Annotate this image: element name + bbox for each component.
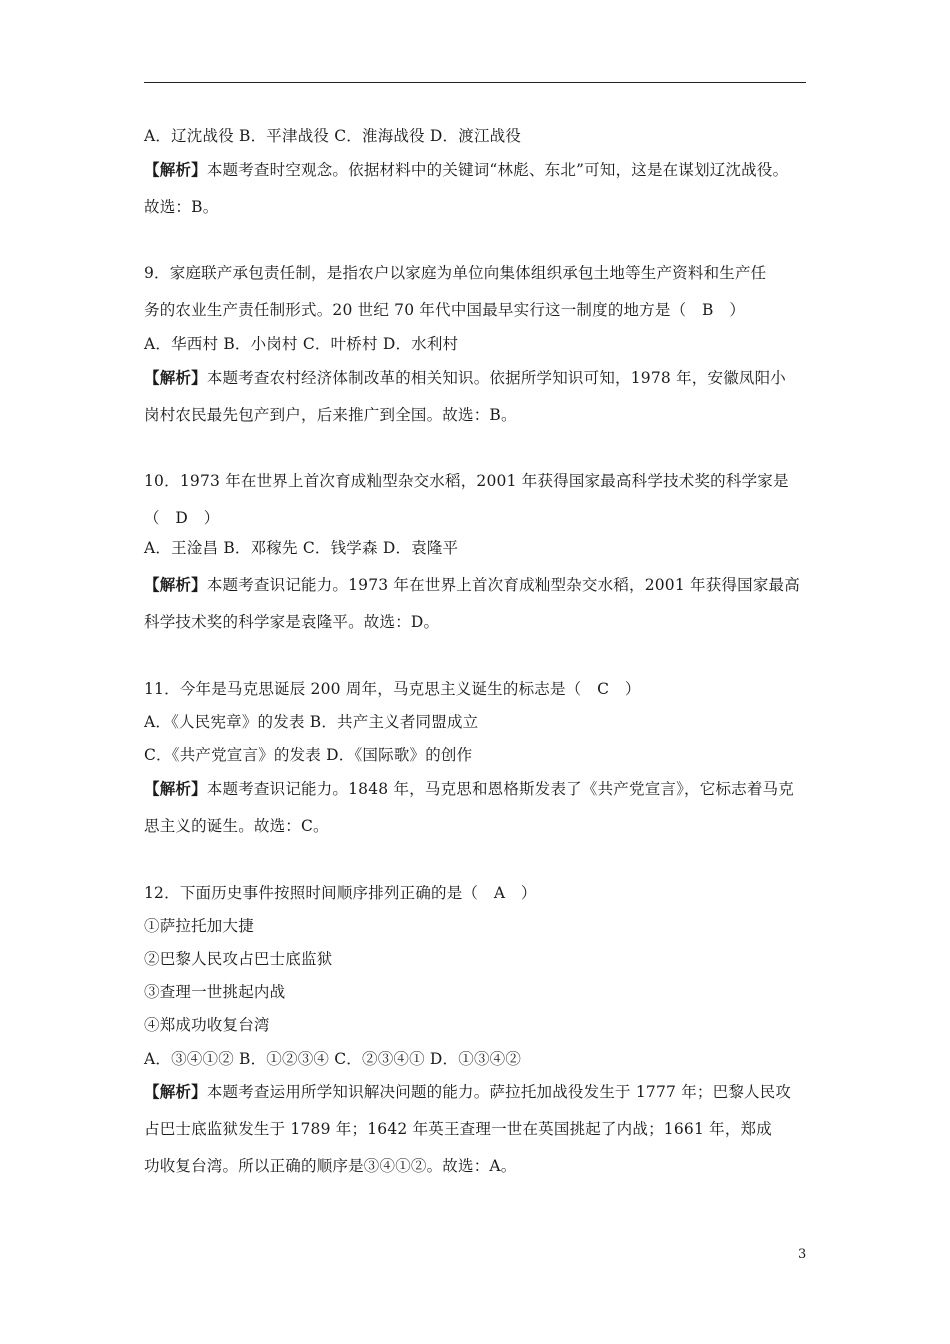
q12-question-line-1: 12．下面历史事件按照时间顺序排列正确的是（ A ）	[144, 884, 537, 902]
analysis-tag: 【解析】	[144, 1082, 207, 1101]
q11-options-line-2: C．《共产党宣言》的发表 D．《国际歌》的创作	[144, 746, 473, 764]
q9-question-line-2: 务的农业生产责任制形式。20 世纪 70 年代中国最早实行这一制度的地方是（ B ）	[144, 301, 746, 319]
q9-options: A．华西村 B．小岗村 C．叶桥村 D．水利村	[144, 335, 459, 353]
q12-item-2: ②巴黎人民攻占巴士底监狱	[144, 950, 333, 968]
q11-question-line-1: 11．今年是马克思诞辰 200 周年，马克思主义诞生的标志是（ C ）	[144, 680, 641, 698]
q12-item-4: ④郑成功收复台湾	[144, 1016, 270, 1034]
q12-analysis-line-1: 【解析】本题考查运用所学知识解决问题的能力。萨拉托加战役发生于 1777 年；巴黎人民攻	[144, 1082, 792, 1101]
q8-options: A．辽沈战役 B．平津战役 C．淮海战役 D．渡江战役	[144, 127, 522, 145]
q10-options: A．王淦昌 B．邓稼先 C．钱学森 D．袁隆平	[144, 539, 459, 557]
analysis-tag: 【解析】	[144, 368, 207, 387]
q12-item-1: ①萨拉托加大捷	[144, 917, 254, 935]
analysis-tag: 【解析】	[144, 160, 207, 179]
q11-options-line-1: A．《人民宪章》的发表 B．共产主义者同盟成立	[144, 713, 479, 731]
q10-question-line-1: 10．1973 年在世界上首次育成籼型杂交水稻，2001 年获得国家最高科学技术奖的科学家是	[144, 472, 789, 490]
q12-item-3: ③查理一世挑起内战	[144, 983, 286, 1001]
q9-analysis-line-2: 岗村农民最先包产到户，后来推广到全国。故选：B。	[144, 406, 517, 424]
q10-question-line-2: （ D ）	[144, 509, 220, 527]
header-rule	[144, 82, 806, 83]
q12-analysis-line-3: 功收复台湾。所以正确的顺序是③④①②。故选：A。	[144, 1157, 517, 1175]
q12-analysis-line-2: 占巴士底监狱发生于 1789 年；1642 年英王查理一世在英国挑起了内战；1661 年，郑成	[144, 1120, 772, 1138]
analysis-tag: 【解析】	[144, 575, 207, 594]
q12-options: A．③④①② B．①②③④ C．②③④① D．①③④②	[144, 1050, 522, 1068]
q8-analysis-line-2: 故选：B。	[144, 198, 219, 216]
q10-analysis-line-1: 【解析】本题考查识记能力。1973 年在世界上首次育成籼型杂交水稻，2001 年获得国家最高	[144, 575, 800, 594]
q9-analysis-line-1: 【解析】本题考查农村经济体制改革的相关知识。依据所学知识可知，1978 年，安徽凤阳小	[144, 368, 786, 387]
q11-analysis-line-2: 思主义的诞生。故选：C。	[144, 817, 329, 835]
q9-question-line-1: 9．家庭联产承包责任制，是指农户以家庭为单位向集体组织承包土地等生产资料和生产任	[144, 264, 767, 282]
q10-analysis-line-2: 科学技术奖的科学家是袁隆平。故选：D。	[144, 613, 440, 631]
page-number: 3	[798, 1247, 807, 1262]
q11-analysis-line-1: 【解析】本题考查识记能力。1848 年，马克思和恩格斯发表了《共产党宣言》，它标志着马克	[144, 779, 794, 798]
q8-analysis-line-1: 【解析】本题考查时空观念。依据材料中的关键词“林彪、东北”可知，这是在谋划辽沈战役。	[144, 160, 789, 179]
analysis-tag: 【解析】	[144, 779, 207, 798]
